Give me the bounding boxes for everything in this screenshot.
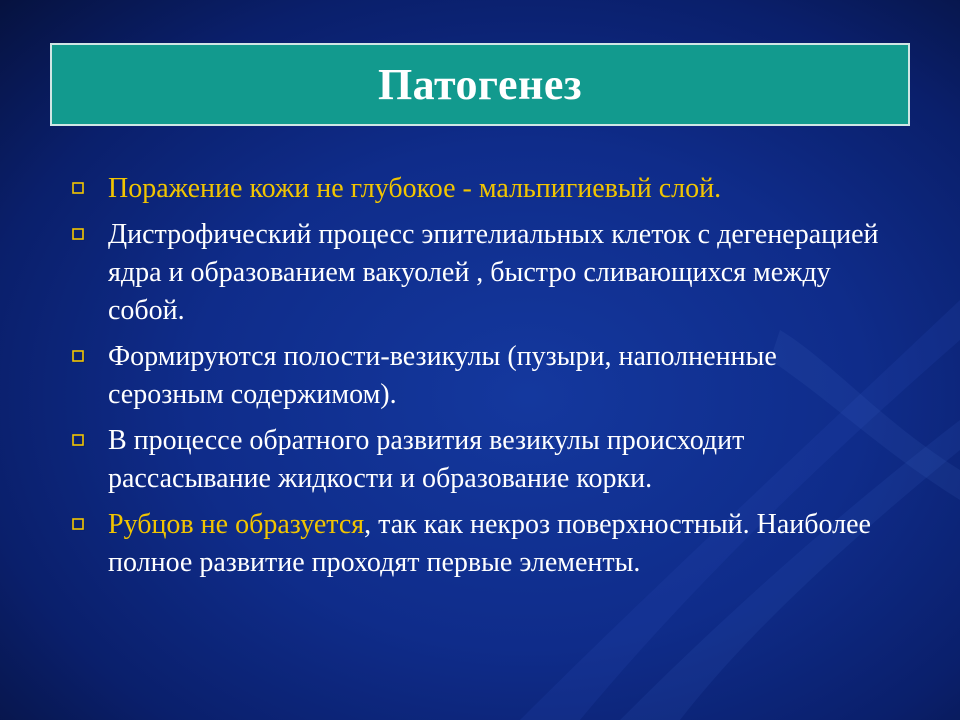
hollow-square-bullet-icon xyxy=(72,216,86,254)
hollow-square-bullet-icon xyxy=(72,170,86,208)
bullet-text: , так как некроз поверхностный. Наиболее полное развитие проходят первые элементы. xyxy=(108,509,871,578)
slide-title: Патогенез xyxy=(377,60,583,109)
bullet-text: Формируются полости-везикулы (пузыри, наполненные серозным содержимом). xyxy=(108,341,777,410)
hollow-square-bullet-icon xyxy=(72,422,86,460)
bullet-text: В процессе обратного развития везикулы происходит рассасывание жидкости и образование корки. xyxy=(108,425,745,494)
bullet-item xyxy=(72,170,892,208)
hollow-square-bullet-icon xyxy=(72,338,86,376)
bullet-item xyxy=(72,506,892,582)
bullet-highlight-text: Рубцов не образуется xyxy=(108,509,365,540)
hollow-square-bullet-icon xyxy=(72,506,86,544)
bullet-item xyxy=(72,422,892,498)
title-banner xyxy=(50,43,910,126)
bullet-list xyxy=(72,170,892,590)
bullet-item xyxy=(72,338,892,414)
bullet-item xyxy=(72,216,892,330)
bullet-highlight-text: Поражение кожи не глубокое - мальпигиевый слой. xyxy=(108,173,722,204)
bullet-text: Дистрофический процесс эпителиальных клеток с дегенерацией ядра и образованием вакуолей , быстро сливающихся между собой. xyxy=(108,219,879,326)
